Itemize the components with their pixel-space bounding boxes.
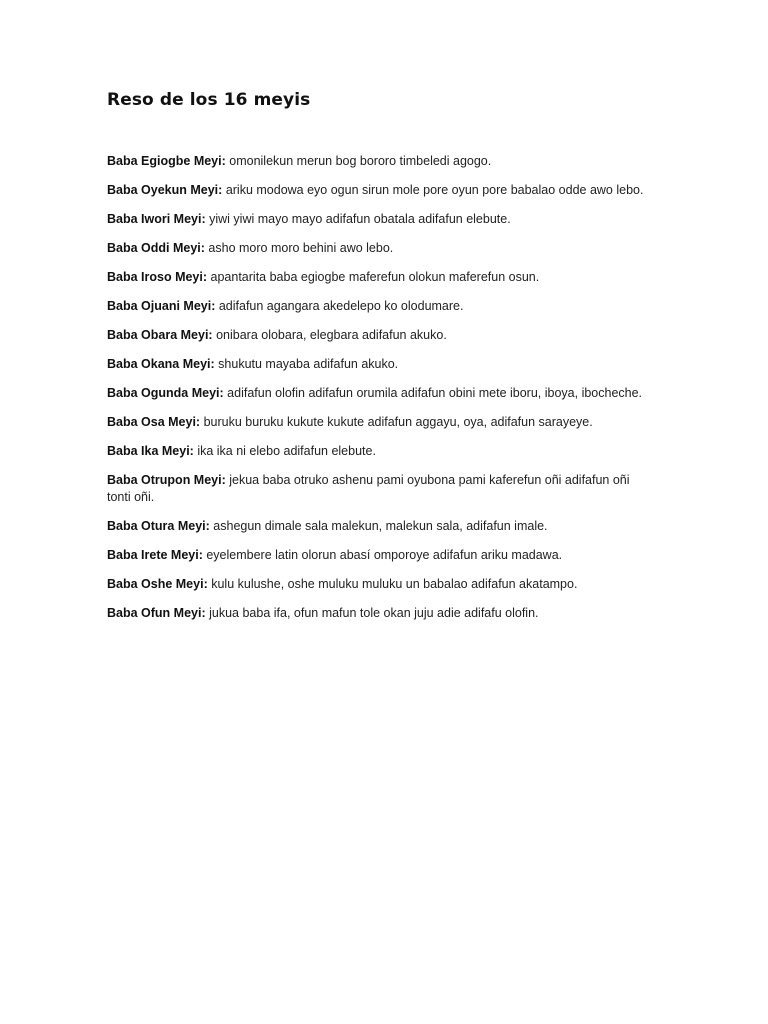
list-item [107,182,652,199]
entry-text: ashegun dimale sala malekun, malekun sala, adifafun imale. [213,519,548,533]
entry-name: Baba Oddi Meyi: [107,241,205,255]
entry-text: apantarita baba egiogbe maferefun olokun maferefun osun. [210,270,540,284]
entry-name: Baba Oyekun Meyi: [107,183,223,197]
entry-text: eyelembere latin olorun abasí omporoye adifafun ariku madawa. [206,548,563,562]
entry-text: ika ika ni elebo adifafun elebute. [197,444,376,458]
entry-name: Baba Iroso Meyi: [107,270,208,284]
list-item [107,298,652,315]
entry-name: Baba Osa Meyi: [107,415,201,429]
list-item [107,327,652,344]
entry-text: jukua baba ifa, ofun mafun tole okan juju adie adifafu olofin. [209,606,539,620]
entry-text: kulu kulushe, oshe muluku muluku un babalao adifafun akatampo. [211,577,578,591]
list-item [107,153,652,170]
entry-name: Baba Iwori Meyi: [107,212,206,226]
entry-name: Baba Ogunda Meyi: [107,386,224,400]
entry-name: Baba Otura Meyi: [107,519,210,533]
entry-name: Baba Oshe Meyi: [107,577,208,591]
list-item [107,269,652,286]
entry-text: onibara olobara, elegbara adifafun akuko. [216,328,447,342]
list-item [107,240,652,257]
list-item [107,414,652,431]
page-title: Reso de los 16 meyis [107,90,311,110]
list-item [107,211,652,228]
entry-text: adifafun olofin adifafun orumila adifafun obini mete iboru, iboya, ibocheche. [227,386,643,400]
list-item [107,547,652,564]
meyis-list [107,153,652,634]
entry-name: Baba Ojuani Meyi: [107,299,216,313]
list-item [107,356,652,373]
list-item [107,518,652,535]
entry-name: Baba Irete Meyi: [107,548,203,562]
entry-text: ariku modowa eyo ogun sirun mole pore oyun pore babalao odde awo lebo. [225,183,644,197]
entry-text: yiwi yiwi mayo mayo adifafun obatala adifafun elebute. [209,212,511,226]
entry-text: adifafun agangara akedelepo ko olodumare. [218,299,464,313]
entry-text: jekua baba otruko ashenu pami oyubona pami kaferefun oñi adifafun oñi tonti oñi. [107,473,630,504]
list-item [107,576,652,593]
entry-text: asho moro moro behini awo lebo. [208,241,394,255]
entry-name: Baba Ofun Meyi: [107,606,206,620]
entry-name: Baba Otrupon Meyi: [107,473,226,487]
entry-name: Baba Obara Meyi: [107,328,213,342]
list-item [107,443,652,460]
entry-name: Baba Egiogbe Meyi: [107,154,226,168]
entry-text: buruku buruku kukute kukute adifafun aggayu, oya, adifafun sarayeye. [203,415,593,429]
list-item [107,605,652,622]
entry-name: Baba Ika Meyi: [107,444,194,458]
list-item [107,472,652,506]
entry-name: Baba Okana Meyi: [107,357,215,371]
entry-text: omonilekun merun bog bororo timbeledi agogo. [229,154,492,168]
list-item [107,385,652,402]
entry-text: shukutu mayaba adifafun akuko. [218,357,399,371]
